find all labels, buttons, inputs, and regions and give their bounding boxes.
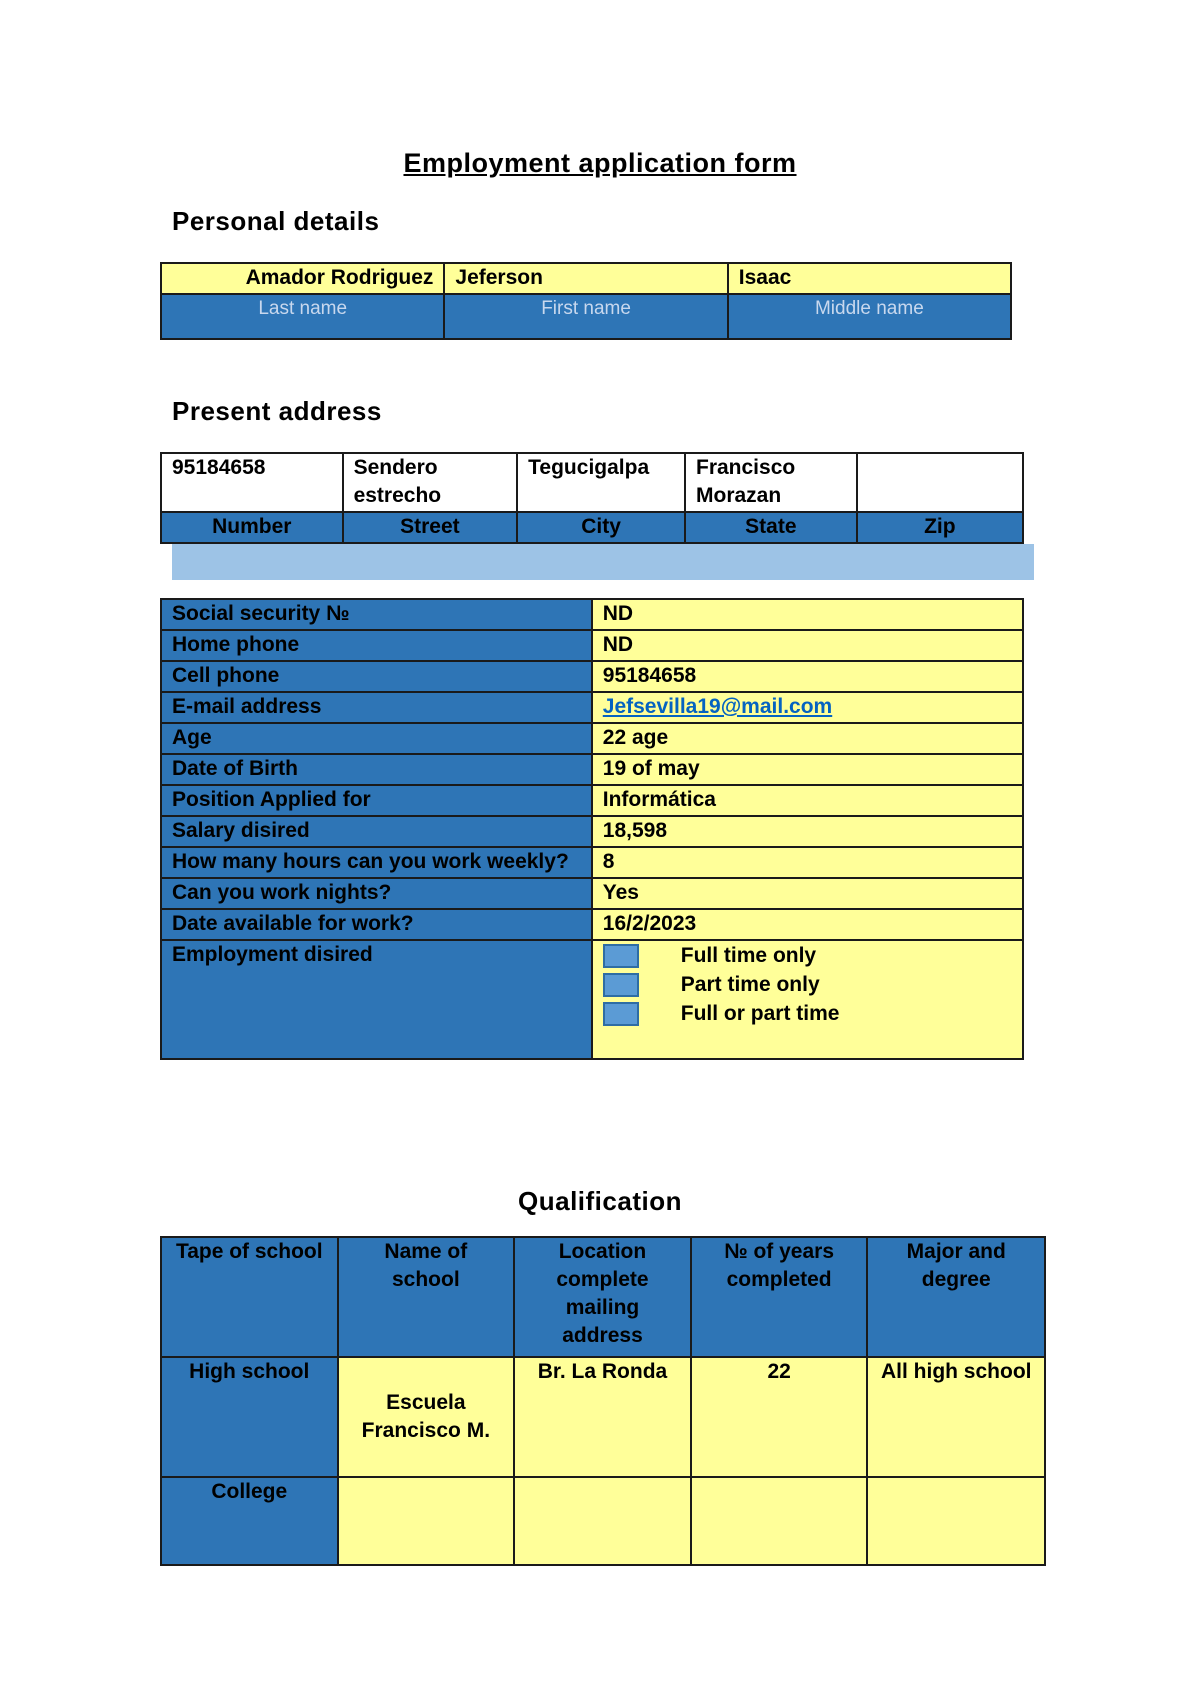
option-label: Part time only — [680, 973, 820, 996]
school-type-cell: High school — [161, 1357, 338, 1477]
school-type-cell: College — [161, 1477, 338, 1565]
last-name-label: Last name — [161, 294, 444, 339]
address-city-label: City — [517, 512, 685, 543]
school-location-cell[interactable] — [514, 1477, 691, 1565]
school-years-cell[interactable]: 22 — [691, 1357, 868, 1477]
address-state-label: State — [685, 512, 857, 543]
details-label: Can you work nights? — [161, 878, 592, 909]
qualification-header: № of years completed — [691, 1237, 868, 1357]
details-label: How many hours can you work weekly? — [161, 847, 592, 878]
address-table — [160, 452, 1024, 544]
details-value[interactable]: 16/2/2023 — [592, 909, 1023, 940]
option-label: Full or part time — [680, 1002, 840, 1025]
checkbox-icon[interactable] — [603, 944, 639, 968]
address-number-value[interactable]: 95184658 — [161, 453, 343, 512]
details-label: Position Applied for — [161, 785, 592, 816]
email-link[interactable]: Jefsevilla19@mail.com — [602, 695, 833, 718]
details-value[interactable]: 22 age — [592, 723, 1023, 754]
address-city-value[interactable]: Tegucigalpa — [517, 453, 685, 512]
details-label: E-mail address — [161, 692, 592, 723]
details-value[interactable]: 8 — [592, 847, 1023, 878]
last-name-value[interactable]: Amador Rodriguez — [161, 263, 444, 294]
details-value[interactable] — [592, 692, 1023, 723]
option-part-time[interactable] — [603, 970, 1012, 999]
employment-desired-label: Employment disired — [161, 940, 592, 1059]
name-table — [160, 262, 1012, 340]
option-full-time[interactable] — [603, 941, 1012, 970]
address-zip-value[interactable] — [857, 453, 1023, 512]
school-name-cell[interactable] — [338, 1477, 515, 1565]
school-name-cell[interactable]: Escuela Francisco M. — [338, 1357, 515, 1477]
details-value[interactable]: ND — [592, 599, 1023, 630]
details-table — [160, 598, 1024, 1060]
present-address-heading: Present address — [172, 396, 382, 426]
school-years-cell[interactable] — [691, 1477, 868, 1565]
details-label: Social security № — [161, 599, 592, 630]
option-full-or-part[interactable] — [603, 999, 1012, 1028]
details-value[interactable]: 95184658 — [592, 661, 1023, 692]
address-zip-label: Zip — [857, 512, 1023, 543]
address-state-value[interactable]: Francisco Morazan — [685, 453, 857, 512]
details-label: Date of Birth — [161, 754, 592, 785]
details-label: Cell phone — [161, 661, 592, 692]
details-label: Home phone — [161, 630, 592, 661]
employment-options — [592, 940, 1023, 1059]
first-name-label: First name — [444, 294, 727, 339]
school-location-cell[interactable]: Br. La Ronda — [514, 1357, 691, 1477]
first-name-value[interactable]: Jeferson — [444, 263, 727, 294]
qualification-header: Tape of school — [161, 1237, 338, 1357]
middle-name-value[interactable]: Isaac — [728, 263, 1011, 294]
school-major-cell[interactable]: All high school — [867, 1357, 1045, 1477]
address-number-label: Number — [161, 512, 343, 543]
qualification-header: Major and degree — [867, 1237, 1045, 1357]
address-street-value[interactable]: Sendero estrecho — [343, 453, 518, 512]
details-value[interactable]: 18,598 — [592, 816, 1023, 847]
checkbox-icon[interactable] — [603, 1002, 639, 1026]
details-value[interactable]: 19 of may — [592, 754, 1023, 785]
page-title: Employment application form — [403, 148, 797, 178]
address-street-label: Street — [343, 512, 518, 543]
divider-band — [172, 544, 1034, 580]
details-label: Age — [161, 723, 592, 754]
checkbox-icon[interactable] — [603, 973, 639, 997]
details-label: Date available for work? — [161, 909, 592, 940]
qualification-heading: Qualification — [518, 1186, 682, 1216]
option-label: Full time only — [680, 944, 817, 967]
qualification-header: Location complete mailing address — [514, 1237, 691, 1357]
middle-name-label: Middle name — [728, 294, 1011, 339]
school-major-cell[interactable] — [867, 1477, 1045, 1565]
qualification-header: Name of school — [338, 1237, 515, 1357]
details-value[interactable]: Informática — [592, 785, 1023, 816]
details-value[interactable]: Yes — [592, 878, 1023, 909]
qualification-table — [160, 1236, 1046, 1566]
details-value[interactable]: ND — [592, 630, 1023, 661]
details-label: Salary disired — [161, 816, 592, 847]
personal-details-heading: Personal details — [172, 206, 380, 236]
